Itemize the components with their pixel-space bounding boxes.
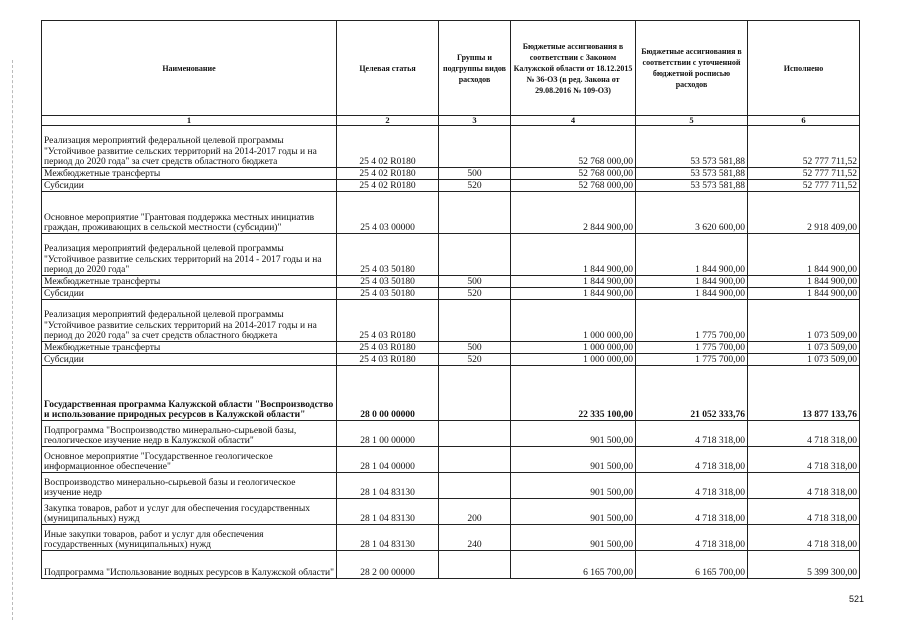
row-executed-amount: 4 718 318,00 <box>748 447 860 473</box>
row-refined-amount: 1 775 700,00 <box>636 342 748 354</box>
row-group-code: 500 <box>439 168 511 180</box>
row-target-code: 25 4 03 R0180 <box>337 300 439 342</box>
row-refined-amount: 4 718 318,00 <box>636 421 748 447</box>
row-executed-amount: 1 844 900,00 <box>748 288 860 300</box>
row-executed-amount: 52 777 711,52 <box>748 168 860 180</box>
table-row <box>42 234 860 276</box>
row-refined-amount: 6 165 700,00 <box>636 551 748 579</box>
row-refined-amount: 4 718 318,00 <box>636 525 748 551</box>
row-name: Подпрограмма "Воспроизводство минерально-сырьевой базы, геологическое изучение недр в Калужской области" <box>42 421 337 447</box>
scan-margin-line <box>12 60 13 620</box>
row-group-code <box>439 234 511 276</box>
row-law-amount: 52 768 000,00 <box>511 126 636 168</box>
row-target-code: 25 4 02 R0180 <box>337 180 439 192</box>
table-header-row <box>42 21 860 116</box>
row-group-code <box>439 447 511 473</box>
row-refined-amount: 1 844 900,00 <box>636 288 748 300</box>
column-number: 2 <box>337 116 439 126</box>
row-group-code: 520 <box>439 354 511 366</box>
column-number: 3 <box>439 116 511 126</box>
row-target-code: 28 2 00 00000 <box>337 551 439 579</box>
row-law-amount: 22 335 100,00 <box>511 366 636 421</box>
row-refined-amount: 1 775 700,00 <box>636 354 748 366</box>
row-refined-amount: 1 844 900,00 <box>636 234 748 276</box>
row-target-code: 28 1 04 83130 <box>337 525 439 551</box>
row-name: Основное мероприятие "Государственное геологическое информационное обеспечение" <box>42 447 337 473</box>
row-group-code: 520 <box>439 288 511 300</box>
row-group-code: 240 <box>439 525 511 551</box>
row-name: Закупка товаров, работ и услуг для обеспечения государственных (муниципальных) нужд <box>42 499 337 525</box>
row-target-code: 25 4 03 00000 <box>337 192 439 234</box>
row-law-amount: 1 844 900,00 <box>511 288 636 300</box>
header-groups: Группы и подгруппы видов расходов <box>439 21 511 116</box>
row-name: Межбюджетные трансферты <box>42 342 337 354</box>
row-refined-amount: 1 844 900,00 <box>636 276 748 288</box>
row-law-amount: 901 500,00 <box>511 421 636 447</box>
row-executed-amount: 5 399 300,00 <box>748 551 860 579</box>
row-name: Субсидии <box>42 354 337 366</box>
row-name: Реализация мероприятий федеральной целевой программы "Устойчивое развитие сельских территорий на 2014-2017 годы и на период до 2020 года" за счет средств областного бюджета <box>42 126 337 168</box>
table-row <box>42 342 860 354</box>
table-row <box>42 354 860 366</box>
header-refined: Бюджетные ассигнования в соответствии с уточненной бюджетной росписью расходов <box>636 21 748 116</box>
row-group-code: 500 <box>439 342 511 354</box>
row-target-code: 25 4 03 50180 <box>337 276 439 288</box>
header-law: Бюджетные ассигнования в соответствии с Законом Калужской области от 18.12.2015 № 36-ОЗ (в ред. Закона от 29.08.2016 № 109-ОЗ) <box>511 21 636 116</box>
column-number: 5 <box>636 116 748 126</box>
row-executed-amount: 1 844 900,00 <box>748 276 860 288</box>
row-name: Основное мероприятие "Грантовая поддержка местных инициатив граждан, проживающих в сельской местности (субсидии)" <box>42 192 337 234</box>
header-target: Целевая статья <box>337 21 439 116</box>
row-name: Межбюджетные трансферты <box>42 276 337 288</box>
row-refined-amount: 3 620 600,00 <box>636 192 748 234</box>
row-refined-amount: 1 775 700,00 <box>636 300 748 342</box>
table-row <box>42 551 860 579</box>
row-executed-amount: 4 718 318,00 <box>748 473 860 499</box>
row-group-code <box>439 300 511 342</box>
row-group-code <box>439 126 511 168</box>
row-name: Подпрограмма "Использование водных ресурсов в Калужской области" <box>42 551 337 579</box>
row-executed-amount: 1 073 509,00 <box>748 342 860 354</box>
row-law-amount: 901 500,00 <box>511 525 636 551</box>
row-target-code: 28 1 04 83130 <box>337 473 439 499</box>
table-row <box>42 447 860 473</box>
row-executed-amount: 4 718 318,00 <box>748 421 860 447</box>
row-refined-amount: 4 718 318,00 <box>636 499 748 525</box>
row-executed-amount: 52 777 711,52 <box>748 126 860 168</box>
row-law-amount: 52 768 000,00 <box>511 180 636 192</box>
row-law-amount: 1 000 000,00 <box>511 300 636 342</box>
row-group-code: 520 <box>439 180 511 192</box>
row-law-amount: 2 844 900,00 <box>511 192 636 234</box>
budget-table-sheet <box>41 20 859 579</box>
column-number-row <box>42 116 860 126</box>
row-target-code: 25 4 03 R0180 <box>337 354 439 366</box>
row-law-amount: 1 844 900,00 <box>511 276 636 288</box>
row-name: Реализация мероприятий федеральной целевой программы "Устойчивое развитие сельских территорий на 2014 - 2017 годы и на период до 2020 года" <box>42 234 337 276</box>
row-refined-amount: 53 573 581,88 <box>636 168 748 180</box>
row-executed-amount: 4 718 318,00 <box>748 525 860 551</box>
row-refined-amount: 4 718 318,00 <box>636 473 748 499</box>
row-refined-amount: 21 052 333,76 <box>636 366 748 421</box>
row-law-amount: 901 500,00 <box>511 447 636 473</box>
row-refined-amount: 53 573 581,88 <box>636 126 748 168</box>
table-body <box>42 126 860 579</box>
row-group-code <box>439 366 511 421</box>
row-law-amount: 901 500,00 <box>511 473 636 499</box>
row-target-code: 25 4 03 50180 <box>337 234 439 276</box>
row-refined-amount: 53 573 581,88 <box>636 180 748 192</box>
row-target-code: 28 1 04 00000 <box>337 447 439 473</box>
row-group-code: 500 <box>439 276 511 288</box>
row-law-amount: 52 768 000,00 <box>511 168 636 180</box>
table-row <box>42 192 860 234</box>
row-target-code: 28 1 00 00000 <box>337 421 439 447</box>
row-name: Реализация мероприятий федеральной целевой программы "Устойчивое развитие сельских территорий на 2014-2017 годы и на период до 2020 года" за счет средств областного бюджета <box>42 300 337 342</box>
row-name: Воспроизводство минерально-сырьевой базы и геологическое изучение недр <box>42 473 337 499</box>
table-row <box>42 421 860 447</box>
row-target-code: 25 4 02 R0180 <box>337 168 439 180</box>
table-row <box>42 499 860 525</box>
row-executed-amount: 52 777 711,52 <box>748 180 860 192</box>
row-law-amount: 1 844 900,00 <box>511 234 636 276</box>
row-name: Иные закупки товаров, работ и услуг для обеспечения государственных (муниципальных) нужд <box>42 525 337 551</box>
row-group-code <box>439 551 511 579</box>
row-executed-amount: 2 918 409,00 <box>748 192 860 234</box>
row-executed-amount: 1 073 509,00 <box>748 354 860 366</box>
row-refined-amount: 4 718 318,00 <box>636 447 748 473</box>
table-row <box>42 366 860 421</box>
column-number: 4 <box>511 116 636 126</box>
row-group-code: 200 <box>439 499 511 525</box>
row-law-amount: 901 500,00 <box>511 499 636 525</box>
row-law-amount: 1 000 000,00 <box>511 342 636 354</box>
table-row <box>42 473 860 499</box>
row-target-code: 25 4 03 50180 <box>337 288 439 300</box>
row-executed-amount: 1 073 509,00 <box>748 300 860 342</box>
table-row <box>42 126 860 168</box>
row-executed-amount: 13 877 133,76 <box>748 366 860 421</box>
table-row <box>42 168 860 180</box>
row-law-amount: 6 165 700,00 <box>511 551 636 579</box>
row-target-code: 28 0 00 00000 <box>337 366 439 421</box>
row-name: Субсидии <box>42 288 337 300</box>
table-row <box>42 180 860 192</box>
row-name: Субсидии <box>42 180 337 192</box>
table-row <box>42 288 860 300</box>
row-name: Межбюджетные трансферты <box>42 168 337 180</box>
table-row <box>42 300 860 342</box>
row-name: Государственная программа Калужской области "Воспроизводство и использование природных ресурсов в Калужской области" <box>42 366 337 421</box>
row-executed-amount: 4 718 318,00 <box>748 499 860 525</box>
row-target-code: 28 1 04 83130 <box>337 499 439 525</box>
budget-table <box>41 20 860 579</box>
table-row <box>42 276 860 288</box>
row-executed-amount: 1 844 900,00 <box>748 234 860 276</box>
header-executed: Исполнено <box>748 21 860 116</box>
row-group-code <box>439 421 511 447</box>
table-row <box>42 525 860 551</box>
page-number: 521 <box>848 594 864 604</box>
header-name: Наименование <box>42 21 337 116</box>
row-target-code: 25 4 03 R0180 <box>337 342 439 354</box>
row-group-code <box>439 192 511 234</box>
column-number: 1 <box>42 116 337 126</box>
row-target-code: 25 4 02 R0180 <box>337 126 439 168</box>
row-law-amount: 1 000 000,00 <box>511 354 636 366</box>
row-group-code <box>439 473 511 499</box>
column-number: 6 <box>748 116 860 126</box>
